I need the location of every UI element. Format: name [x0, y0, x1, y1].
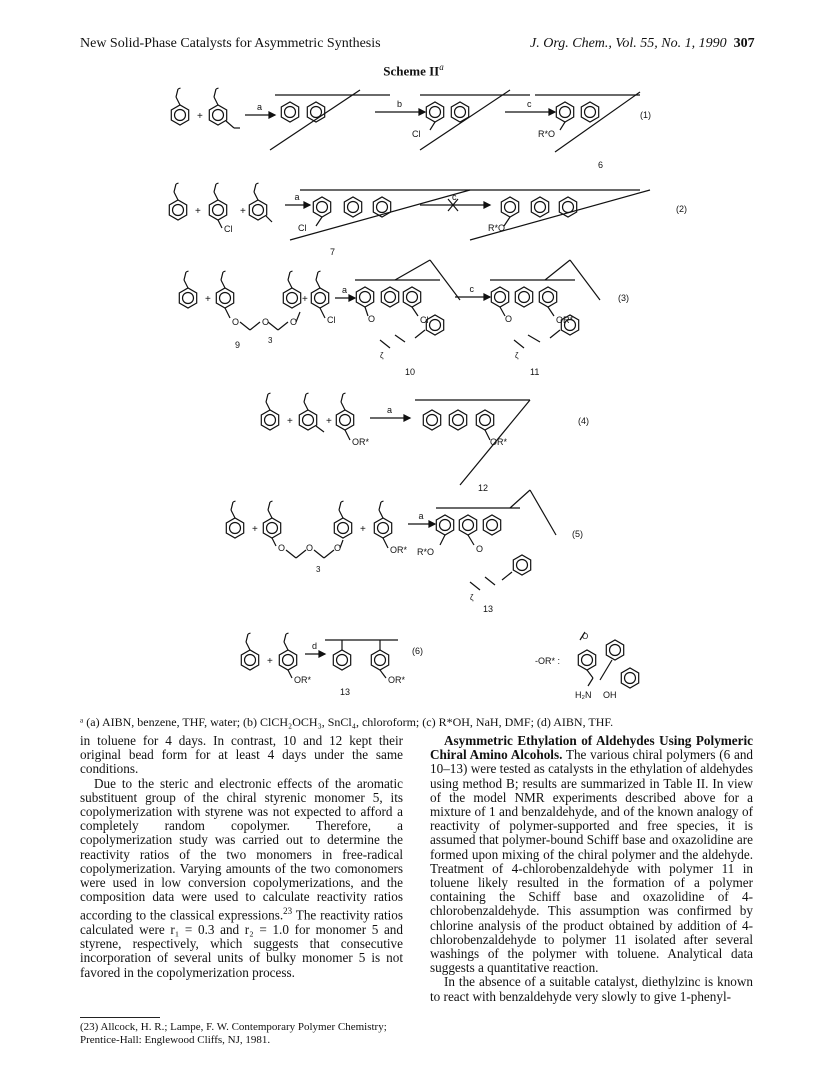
plus-sign: + — [287, 416, 293, 427]
aromatic-circle — [463, 520, 474, 531]
oxygen-label: O — [505, 314, 513, 324]
plus-sign: + — [197, 111, 203, 122]
journal-citation: J. Org. Chem., Vol. 55, No. 1, 1990 — [530, 36, 727, 51]
aromatic-circle — [338, 523, 349, 534]
aromatic-circle — [245, 655, 256, 666]
arrow-head — [429, 521, 435, 527]
aromatic-circle — [315, 293, 326, 304]
aromatic-circle — [311, 107, 322, 118]
aromatic-circle — [563, 202, 574, 213]
equation-number: (2) — [676, 204, 687, 214]
aromatic-circle — [480, 415, 491, 426]
aromatic-circle — [283, 655, 294, 666]
oxygen-label: O — [476, 544, 484, 554]
aromatic-circle — [377, 202, 388, 213]
compound-number: 9 — [235, 340, 241, 350]
aromatic-circle — [317, 202, 328, 213]
paragraph: Due to the steric and electronic effects of the aromatic substituent group of the chiral styrenic monomer 5, its copolymerization with styrene was not expected to afford a completely random copolymer. Therefore, a copolymerization study was carried out to determine the reactivity ratios of the two monomers in free-radical copolymerization. Varying amounts of the two comonomers were used in low conversion copolymerizations, and the composition data were used to calculate reactivity ratios according to the classical expressions.$^{23}$ The reactivity ratios calculated were r₁ = 0.3 and r₂ = 1.0 for monomer 5 and styrene, respectively, which suggests that consecutive incorporation of several units of bulky monomer 5 is not favored in the copolymerization process. — [80, 775, 404, 980]
aromatic-circle — [375, 655, 386, 666]
amine-group: H₂N — [575, 690, 592, 700]
subscript-label: 3 — [316, 565, 321, 574]
aromatic-circle — [560, 107, 571, 118]
aromatic-circle — [337, 655, 348, 666]
ether-group: OR* — [388, 675, 406, 685]
aromatic-circle — [625, 673, 636, 684]
plus-sign: + — [252, 524, 258, 535]
arrow-head — [484, 294, 490, 300]
aromatic-circle — [360, 292, 371, 303]
arrow-head — [304, 202, 310, 208]
aromatic-circle — [430, 107, 441, 118]
scheme-title: Scheme $II^a$ — [383, 62, 444, 79]
oxygen-label: O — [334, 543, 342, 553]
ether-group: OR* — [390, 545, 408, 555]
arrow-head — [349, 295, 355, 301]
aromatic-circle — [585, 107, 596, 118]
chloro-group: Cl — [420, 315, 429, 325]
chloro-group: Cl — [298, 223, 307, 233]
aromatic-circle — [175, 110, 186, 121]
ether-group: OR* — [294, 675, 312, 685]
plus-sign: + — [326, 416, 332, 427]
left-column — [80, 734, 403, 980]
plus-sign: + — [240, 206, 246, 217]
aromatic-circle — [230, 523, 241, 534]
scheme-footnote: ᵃ (a) AIBN, benzene, THF, water; (b) ClCH₂OCH₃, SnCl₄, chloroform; (c) R*OH, NaH, DMF; (d) AIBN, THF. — [80, 715, 614, 729]
compound-number: 12 — [478, 483, 489, 493]
reagent-label: d — [312, 641, 318, 651]
reagent-label: c — [527, 99, 532, 109]
chain-break-mark: ζ — [515, 351, 519, 360]
plus-sign: + — [195, 206, 201, 217]
aromatic-circle — [610, 645, 621, 656]
arrow-head — [419, 109, 425, 115]
or-star-definition: -OR* : — [535, 656, 561, 666]
footnote-23: (23) Allcock, H. R.; Lampe, F. W. Contemporary Polymer Chemistry; Prentice-Hall: Englewood Cliffs, NJ, 1981. — [80, 1021, 387, 1046]
aromatic-circle — [220, 293, 231, 304]
aromatic-circle — [267, 523, 278, 534]
ether-group: OR* — [490, 437, 508, 447]
compound-number: 13 — [340, 687, 351, 697]
chloro-group: Cl — [327, 315, 336, 325]
ether-group: R*O — [417, 547, 435, 557]
aromatic-circle — [285, 107, 296, 118]
plus-sign: + — [360, 524, 366, 535]
reagent-label: a — [257, 102, 263, 112]
running-head-title: New Solid-Phase Catalysts for Asymmetric Synthesis — [80, 36, 381, 51]
aromatic-circle — [455, 107, 466, 118]
ether-group: OR* — [556, 315, 574, 325]
reaction-scheme — [0, 80, 827, 712]
aromatic-circle — [495, 292, 506, 303]
compound-number: 11 — [530, 367, 540, 377]
oxygen-label: O — [278, 543, 286, 553]
aromatic-circle — [505, 202, 516, 213]
section-paragraph: Asymmetric Ethylation of Aldehydes Using Polymeric Chiral Amino Alcohols. The various chiral polymers (6 and 10–13) were tested as catalysts in the ethylation of aldehydes using method B; results are summarized in Table II. In view of the model NMR experiments described above for a mixture of 1 and benzaldehyde, and of the known analogy of reactivity of polymer-supported and free species, it is assumed that polymer-bound Schiff base and oxazolidine are formed upon mixing of the chiral polymer and the aldehyde. Treatment of 4-chlorobenzaldehyde with polymer 11 in toluene likely resulted in the formation of a polymer containing the Schiff base and oxazolidine of 4-chlorobenzaldehyde. This assumption was confirmed by chlorine analysis of the product obtained by addition of 4-chlorobenzaldehyde to polymer 11 isolated after several washings of the polymer with toluene. Analytical data suggests a quantitative reaction. — [430, 733, 754, 976]
ether-group: OR* — [352, 437, 370, 447]
aromatic-circle — [173, 205, 184, 216]
chloro-group: Cl — [224, 224, 233, 234]
equation-number: (3) — [618, 293, 629, 303]
arrow-head — [269, 112, 275, 118]
equation-number: (6) — [412, 646, 423, 656]
aromatic-circle — [427, 415, 438, 426]
footnote-rule — [80, 1017, 160, 1018]
arrow-head — [404, 415, 410, 421]
oxygen-label: O — [368, 314, 376, 324]
aromatic-circle — [582, 655, 593, 666]
reagent-label: a — [342, 285, 348, 295]
aromatic-circle — [385, 292, 396, 303]
aromatic-circle — [303, 415, 314, 426]
aromatic-circle — [519, 292, 530, 303]
oxygen-label: O — [290, 317, 298, 327]
aromatic-circle — [183, 293, 194, 304]
paragraph: in toluene for 4 days. In contrast, 10 and 12 kept their original bead form for at least 4 days under the same conditions. — [80, 733, 403, 777]
aromatic-circle — [487, 520, 498, 531]
ether-group: R*O — [488, 223, 506, 233]
aromatic-circle — [253, 205, 264, 216]
running-head-journal — [530, 36, 755, 52]
plus-sign: + — [267, 656, 273, 667]
reagent-label: a — [418, 511, 424, 521]
plus-sign: + — [302, 294, 308, 305]
hydroxyl-group: OH — [603, 690, 617, 700]
aromatic-circle — [287, 293, 298, 304]
compound-number: 6 — [598, 160, 604, 170]
compound-number: 10 — [405, 367, 416, 377]
aromatic-circle — [517, 560, 528, 571]
equation-number: (1) — [640, 110, 651, 120]
compound-number: 13 — [483, 604, 494, 614]
chloro-group: Cl — [412, 129, 421, 139]
right-column — [430, 734, 753, 1004]
chain-break-mark: ζ — [470, 593, 474, 602]
arrow-head — [484, 202, 490, 208]
aromatic-circle — [407, 292, 418, 303]
aromatic-circle — [430, 320, 441, 331]
aromatic-circle — [213, 110, 224, 121]
page-number: 307 — [733, 36, 755, 51]
aromatic-circle — [213, 205, 224, 216]
equation-number: (5) — [572, 529, 583, 539]
aromatic-circle — [543, 292, 554, 303]
aromatic-circle — [340, 415, 351, 426]
aromatic-circle — [265, 415, 276, 426]
compound-number: 7 — [330, 247, 336, 257]
aromatic-circle — [348, 202, 359, 213]
scheme-structures — [169, 88, 650, 688]
plus-sign: + — [205, 294, 211, 305]
reagent-label: b — [397, 99, 403, 109]
aromatic-circle — [378, 523, 389, 534]
equation-number: (4) — [578, 416, 589, 426]
oxygen-label: O — [582, 632, 589, 641]
arrow-head — [549, 109, 555, 115]
oxygen-label: O — [306, 543, 314, 553]
crossed-reagent-label: c — [452, 192, 457, 202]
reagent-label: c — [469, 284, 474, 294]
subscript-label: 3 — [268, 336, 273, 345]
reagent-label: a — [294, 192, 300, 202]
aromatic-circle — [440, 520, 451, 531]
arrow-head — [319, 651, 325, 657]
chain-break-mark: ζ — [380, 351, 384, 360]
ether-group: R*O — [538, 129, 556, 139]
aromatic-circle — [453, 415, 464, 426]
aromatic-circle — [535, 202, 546, 213]
oxygen-label: O — [262, 317, 270, 327]
paragraph: In the absence of a suitable catalyst, diethylzinc is known to react with benzaldehyde very slowly to give 1-phenyl- — [430, 974, 753, 1004]
reagent-label: a — [387, 405, 393, 415]
oxygen-label: O — [232, 317, 240, 327]
section-heading: Asymmetric Ethylation of Aldehydes Using Polymeric Chiral Amino Alcohols. — [430, 733, 753, 763]
